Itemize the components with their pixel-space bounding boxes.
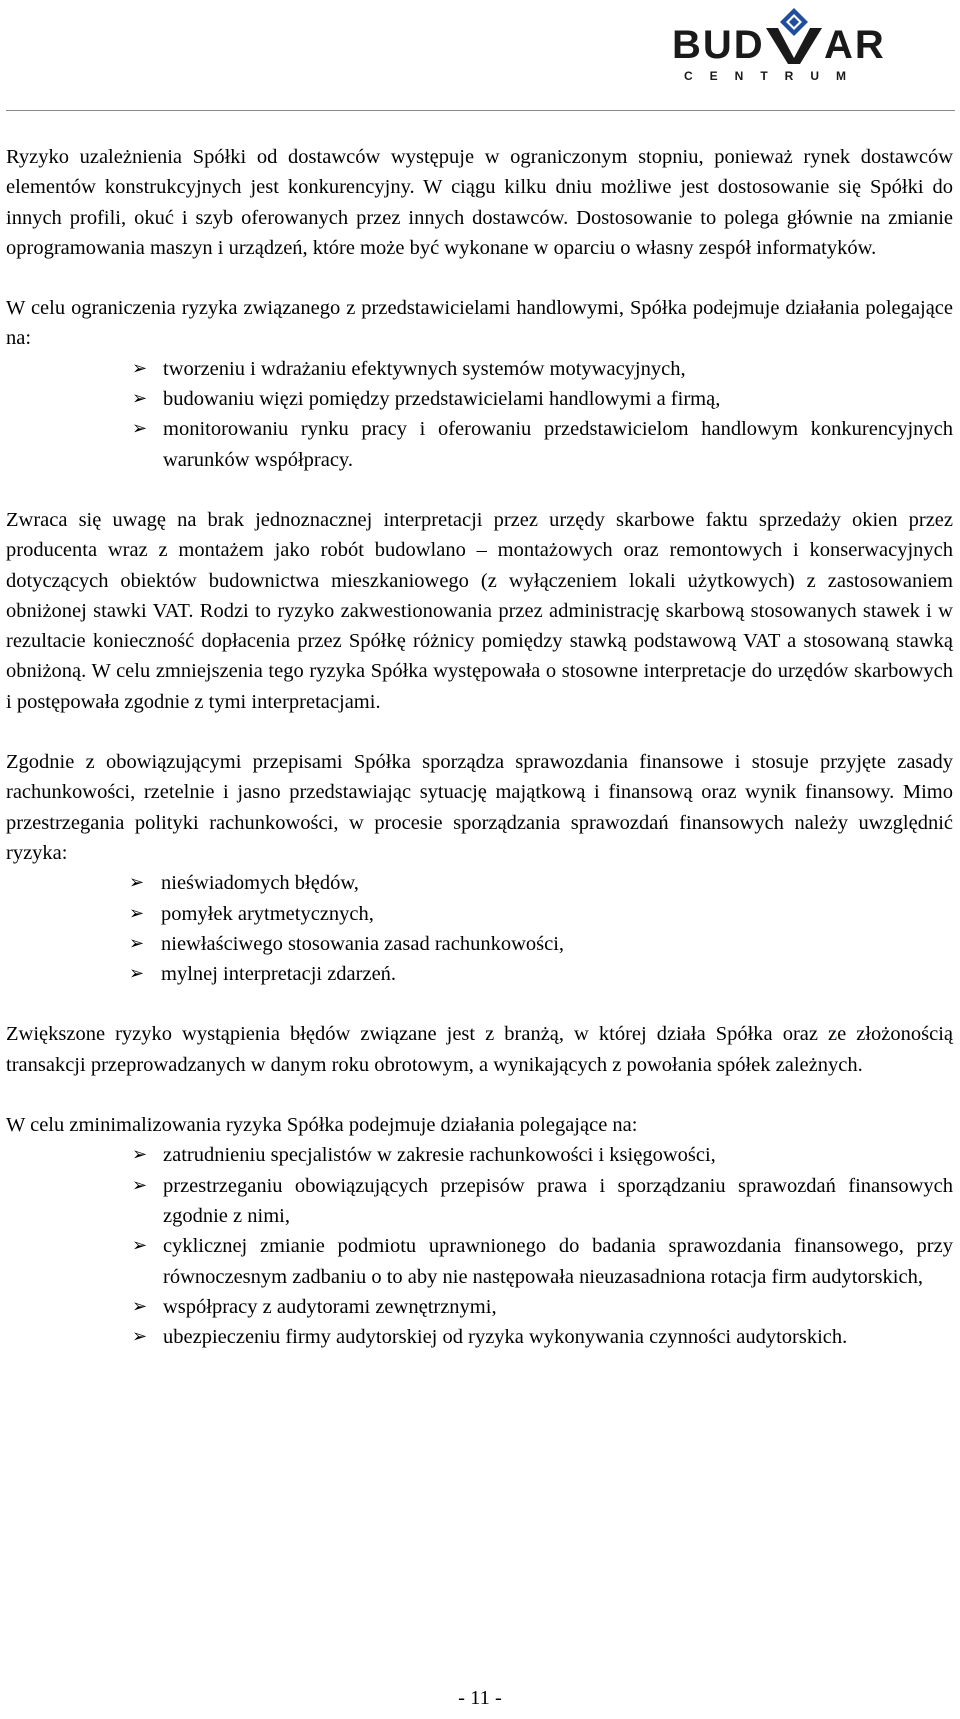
list-item: ➢ współpracy z audytorami zewnętrznymi, <box>6 1292 953 1322</box>
header-divider <box>6 110 955 111</box>
document-body <box>6 142 953 1352</box>
arrowhead-bullet-icon: ➢ <box>132 1235 148 1257</box>
list-item: ➢ monitorowaniu rynku pracy i oferowaniu przedstawicielom handlowym konkurencyjnych warunków współpracy. <box>6 414 953 475</box>
list-item: ➢ ubezpieczeniu firmy audytorskiej od ryzyka wykonywania czynności audytorskich. <box>6 1322 953 1352</box>
svg-text:BUD: BUD <box>672 23 765 67</box>
arrowhead-bullet-icon: ➢ <box>132 388 148 410</box>
budvar-logo <box>668 6 930 84</box>
arrowhead-bullet-icon: ➢ <box>132 1174 148 1196</box>
arrowhead-bullet-icon: ➢ <box>132 357 148 379</box>
list-item: ➢ niewłaściwego stosowania zasad rachunkowości, <box>6 929 953 959</box>
list-item: ➢ budowaniu więzi pomiędzy przedstawicielami handlowymi a firmą, <box>6 384 953 414</box>
list-item: ➢ nieświadomych błędów, <box>6 868 953 898</box>
list-item: ➢ przestrzeganiu obowiązujących przepisów prawa i sporządzaniu sprawozdań finansowych zgodnie z nimi, <box>6 1171 953 1232</box>
paragraph-vat-risk: Zwraca się uwagę na brak jednoznacznej interpretacji przez urzędy skarbowe faktu sprzedaży okien przez producenta wraz z montażem jako robót budowlano – montażowych oraz remontowych i konserwacyjnych dotyczących obiektów budownictwa mieszkaniowego (z wyłączeniem lokali użytkowych) z zastosowaniem obniżonej stawki VAT. Rodzi to ryzyko zakwestionowania przez administrację skarbową stosowanych stawek i w rezultacie konieczność dopłacenia przez Spółkę różnicy pomiędzy stawką podstawową VAT a stosowaną stawką obniżoną. W celu zmniejszenia tego ryzyka Spółka występowała o stosowne interpretacje do urzędów skarbowych i postępowała zgodnie z tymi interpretacjami. <box>6 508 953 713</box>
paragraph-error-risk: Zwiększone ryzyko wystąpienia błędów związane jest z branżą, w której działa Spółka oraz ze złożonością transakcji przeprowadzanych w danym roku obrotowym, a wynikających z powołania spółek zależnych. <box>6 1023 953 1076</box>
arrowhead-bullet-icon: ➢ <box>132 1326 148 1348</box>
arrowhead-bullet-icon: ➢ <box>132 418 148 440</box>
list-item: ➢ cyklicznej zmianie podmiotu uprawnionego do badania sprawozdania finansowego, przy równoczesnym zadbaniu o to aby nie następowała nieuzasadniona rotacja firm audytorskich, <box>6 1231 953 1292</box>
list-item: ➢ zatrudnieniu specjalistów w zakresie rachunkowości i księgowości, <box>6 1140 953 1170</box>
page-header <box>0 0 960 112</box>
arrowhead-bullet-icon: ➢ <box>129 902 145 924</box>
arrowhead-bullet-icon: ➢ <box>129 963 145 985</box>
arrowhead-bullet-icon: ➢ <box>129 932 145 954</box>
paragraph-mitigation-intro: W celu zminimalizowania ryzyka Spółka podejmuje działania polegające na: <box>6 1114 638 1137</box>
arrowhead-bullet-icon: ➢ <box>132 1144 148 1166</box>
paragraph-supplier-risk: Ryzyko uzależnienia Spółki od dostawców występuje w ograniczonym stopniu, ponieważ rynek dostawców elementów konstrukcyjnych jest konkurencyjny. W ciągu kilku dniu możliwe jest dostosowanie się Spółki do innych profili, okuć i szyb oferowanych przez innych dostawców. Dostosowanie to polega głównie na zmianie oprogramowania maszyn i urządzeń, które może być wykonane w oparciu o własny zespół informatyków. <box>6 146 953 259</box>
arrowhead-bullet-icon: ➢ <box>132 1295 148 1317</box>
page-number: - 11 - <box>458 1687 502 1709</box>
paragraph-sales-reps-intro: W celu ograniczenia ryzyka związanego z przedstawicielami handlowymi, Spółka podejmuje działania polegające na: <box>6 297 953 350</box>
sales-reps-measures-list <box>6 354 953 475</box>
list-item: ➢ tworzeniu i wdrażaniu efektywnych systemów motywacyjnych, <box>6 354 953 384</box>
mitigation-measures-list <box>6 1140 953 1352</box>
list-item: ➢ mylnej interpretacji zdarzeń. <box>6 959 953 989</box>
accounting-risks-list <box>6 868 953 989</box>
svg-text:CENTRUM: CENTRUM <box>684 69 863 83</box>
svg-text:AR: AR <box>824 23 886 67</box>
arrowhead-bullet-icon: ➢ <box>129 872 145 894</box>
list-item: ➢ pomyłek arytmetycznych, <box>6 899 953 929</box>
paragraph-accounting-risk: Zgodnie z obowiązującymi przepisami Spółka sporządza sprawozdania finansowe i stosuje przyjęte zasady rachunkowości, rzetelnie i jasno przedstawiając sytuację majątkową i finansową oraz wynik finansowy. Mimo przestrzegania polityki rachunkowości, w procesie sporządzania sprawozdań finansowych należy uwzględnić ryzyka: <box>6 751 953 864</box>
